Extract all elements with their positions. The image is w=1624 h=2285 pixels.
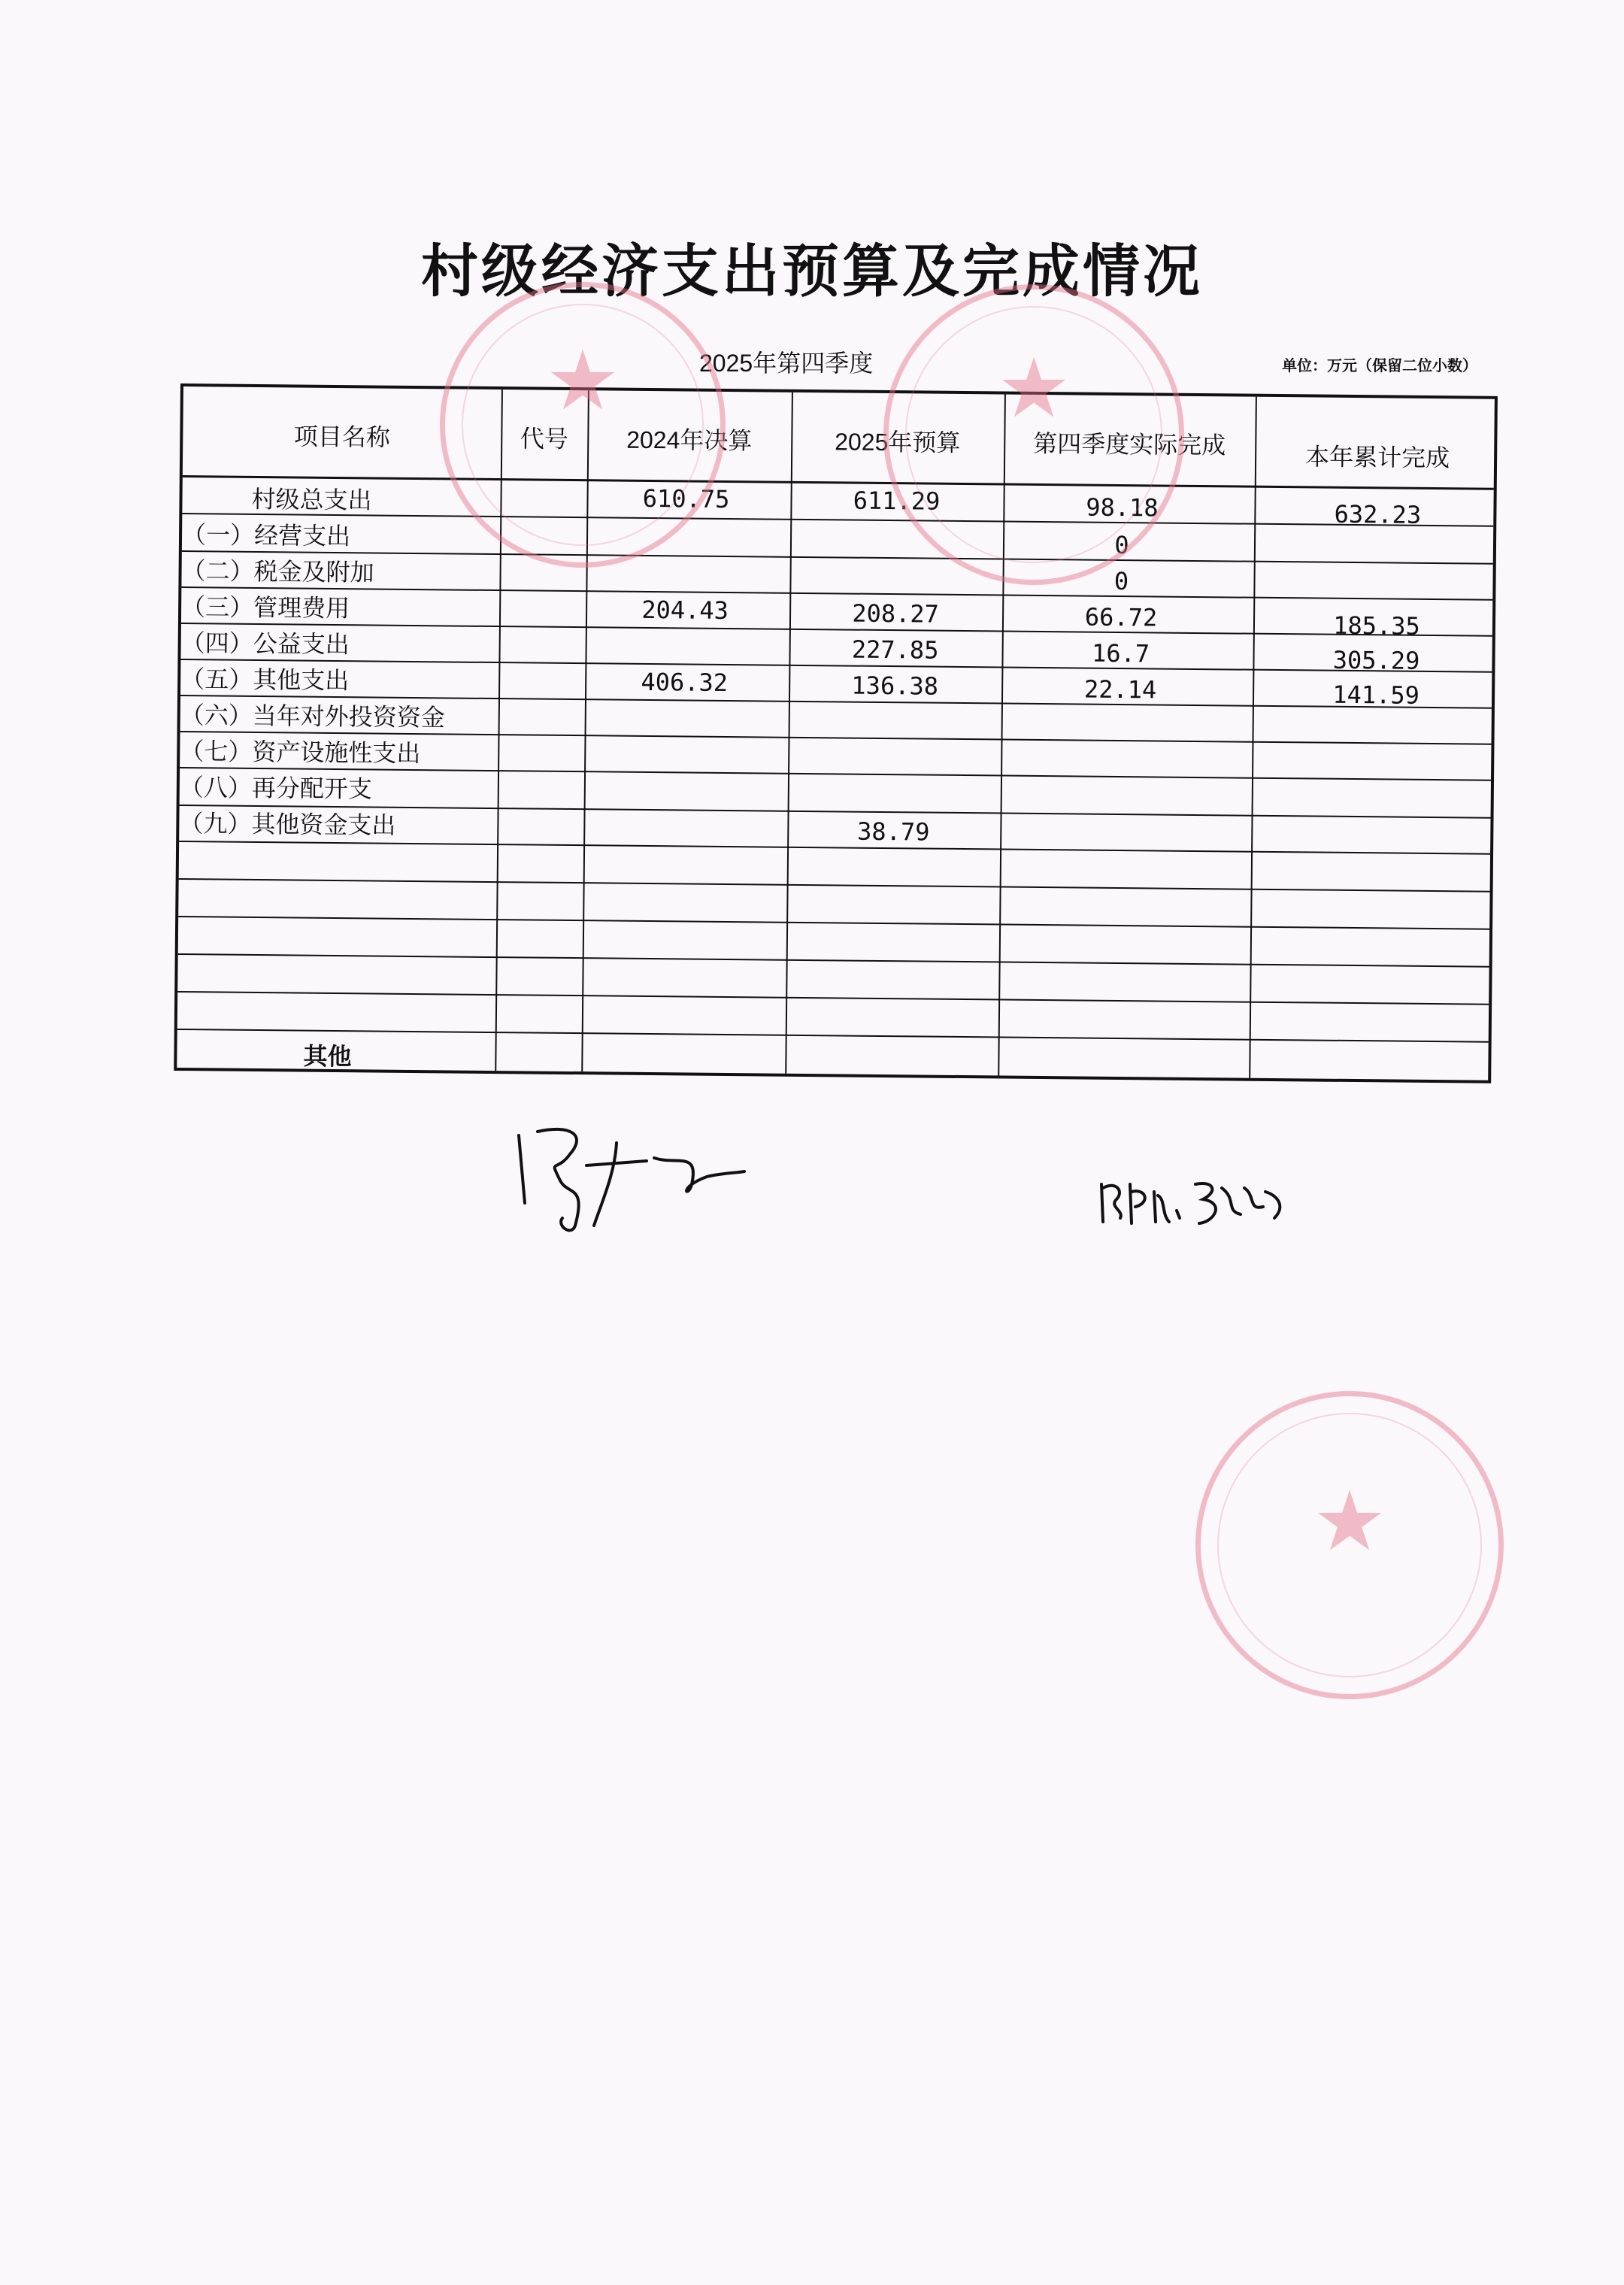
row-q4: 98.18 <box>1086 492 1159 523</box>
row-name: （三）管理费用 <box>180 592 350 623</box>
row-name: （六）当年对外投资资金 <box>180 701 445 732</box>
header-code: 代号 <box>520 425 568 453</box>
official-seal-1 <box>440 282 726 568</box>
row-name: （九）其他资金支出 <box>179 809 396 840</box>
row-ytd: 185.35 <box>1333 611 1420 641</box>
document-title: 村级经济支出预算及完成情况 <box>421 238 1203 305</box>
row-name: （五）其他支出 <box>180 665 350 696</box>
row-name: （八）再分配开支 <box>179 773 373 804</box>
row-q4: 0 <box>1114 530 1129 560</box>
period-label: 2025年第四季度 <box>699 350 874 377</box>
header-name: 项目名称 <box>293 423 390 451</box>
row-name: 村级总支出 <box>251 484 372 515</box>
official-seal-2 <box>883 284 1184 585</box>
row-2025: 136.38 <box>851 671 939 701</box>
row-2024: 406.32 <box>641 667 729 698</box>
row-name: （七）资产设施性支出 <box>180 737 421 768</box>
row-name: （二）税金及附加 <box>181 556 374 587</box>
row-ytd: 632.23 <box>1334 499 1422 529</box>
star-icon: ★ <box>545 332 620 429</box>
row-ytd: 305.29 <box>1332 645 1420 675</box>
header-q4-actual: 第四季度实际完成 <box>1033 429 1226 459</box>
signature-right <box>1094 1169 1297 1237</box>
row-q4: 0 <box>1113 566 1129 596</box>
signature-left <box>504 1113 752 1256</box>
header-ytd-actual: 本年累计完成 <box>1304 443 1450 472</box>
row-name: （四）公益支出 <box>180 629 350 659</box>
row-q4: 16.7 <box>1091 638 1150 668</box>
row-2025: 227.85 <box>851 635 939 665</box>
star-icon: ★ <box>996 340 1071 437</box>
expenditure-table <box>174 383 1498 1083</box>
row-q4: 66.72 <box>1084 602 1158 632</box>
row-2024: 610.75 <box>642 483 730 514</box>
row-2025: 208.27 <box>852 599 940 629</box>
row-ytd: 141.59 <box>1332 680 1420 710</box>
official-seal-3 <box>1195 1391 1504 1699</box>
row-2025: 611.29 <box>853 486 941 516</box>
row-q4: 22.14 <box>1083 674 1157 705</box>
other-row-label: 其他 <box>303 1041 352 1071</box>
header-2025-budget: 2025年预算 <box>835 428 961 456</box>
header-2024-final: 2024年决算 <box>626 426 753 455</box>
row-name: （一）经营支出 <box>181 520 351 551</box>
row-2025: 38.79 <box>856 817 930 847</box>
unit-note: 单位：万元（保留二位小数） <box>1282 356 1477 374</box>
star-icon: ★ <box>1312 1473 1387 1570</box>
row-2024: 204.43 <box>641 595 729 626</box>
